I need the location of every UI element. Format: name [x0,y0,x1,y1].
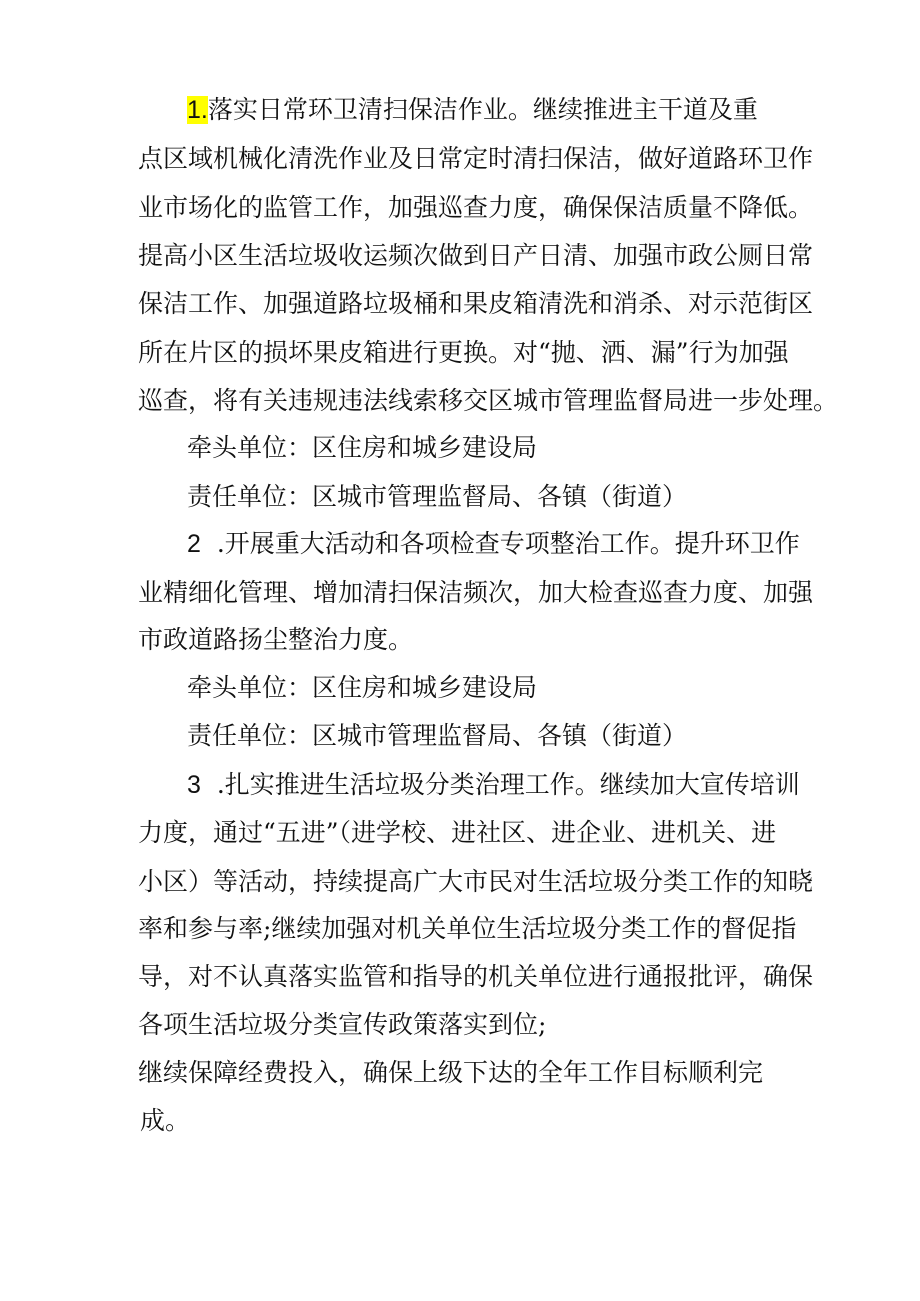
section2-line-1: 业精细化管理、增加清扫保洁频次，加大检查巡查力度、加强 [138,578,814,607]
section3-line-4: 导，对不认真落实监管和指导的机关单位进行通报批评，确保 [138,962,814,991]
section2-line-2: 市政道路扬尘整治力度。 [138,625,414,654]
section3-line-5: 各项生活垃圾分类宣传政策落实到位; [138,1010,547,1039]
section3-line-7: 成。 [140,1106,191,1135]
section1-line-6: 巡查，将有关违规违法线索移交区城市管理监督局进一步处理。 [138,386,839,415]
section1-line-1: 点区域机械化清洗作业及日常定时清扫保洁，做好道路环卫作 [138,144,814,173]
section1-line-2: 业市场化的监管工作，加强巡查力度，确保保洁质量不降低。 [138,193,814,222]
section1-first-line [187,94,758,126]
section2-number: 2 [187,530,201,558]
section2-first-line [187,528,800,560]
section1-number: 1. [187,96,208,124]
section2-responsible-unit: 责任单位：区城市管理监督局、各镇（街道） [187,721,688,750]
section1-responsible-unit: 责任单位：区城市管理监督局、各镇（街道） [187,482,688,511]
section3-line-1: 力度，通过“五进”（进学校、进社区、进企业、进机关、进 [138,818,777,847]
section1-line-5: 所在片区的损坏果皮箱进行更换。对“抛、洒、漏”行为加强 [138,338,789,367]
section1-line-0: 落实日常环卫清扫保洁作业。继续推进主干道及重 [207,95,758,124]
section1-line-4: 保洁工作、加强道路垃圾桶和果皮箱清洗和消杀、对示范街区 [138,289,814,318]
section2-lead-unit: 牵头单位：区住房和城乡建设局 [187,673,538,702]
section1-lead-unit: 牵头单位：区住房和城乡建设局 [187,433,538,462]
section1-line-3: 提高小区生活垃圾收运频次做到日产日清、加强市政公厕日常 [138,241,814,270]
section3-number: 3 [187,771,201,799]
section2-line-0: .开展重大活动和各项检查专项整治工作。提升环卫作 [216,529,800,558]
section3-line-0: .扎实推进生活垃圾分类治理工作。继续加大宣传培训 [216,770,800,799]
section3-line-2: 小区）等活动，持续提高广大市民对生活垃圾分类工作的知晓 [138,867,814,896]
section3-line-6: 继续保障经费投入，确保上级下达的全年工作目标顺利完 [138,1058,764,1087]
section3-first-line [187,769,800,801]
section3-line-3: 率和参与率;继续加强对机关单位生活垃圾分类工作的督促指 [138,914,797,943]
